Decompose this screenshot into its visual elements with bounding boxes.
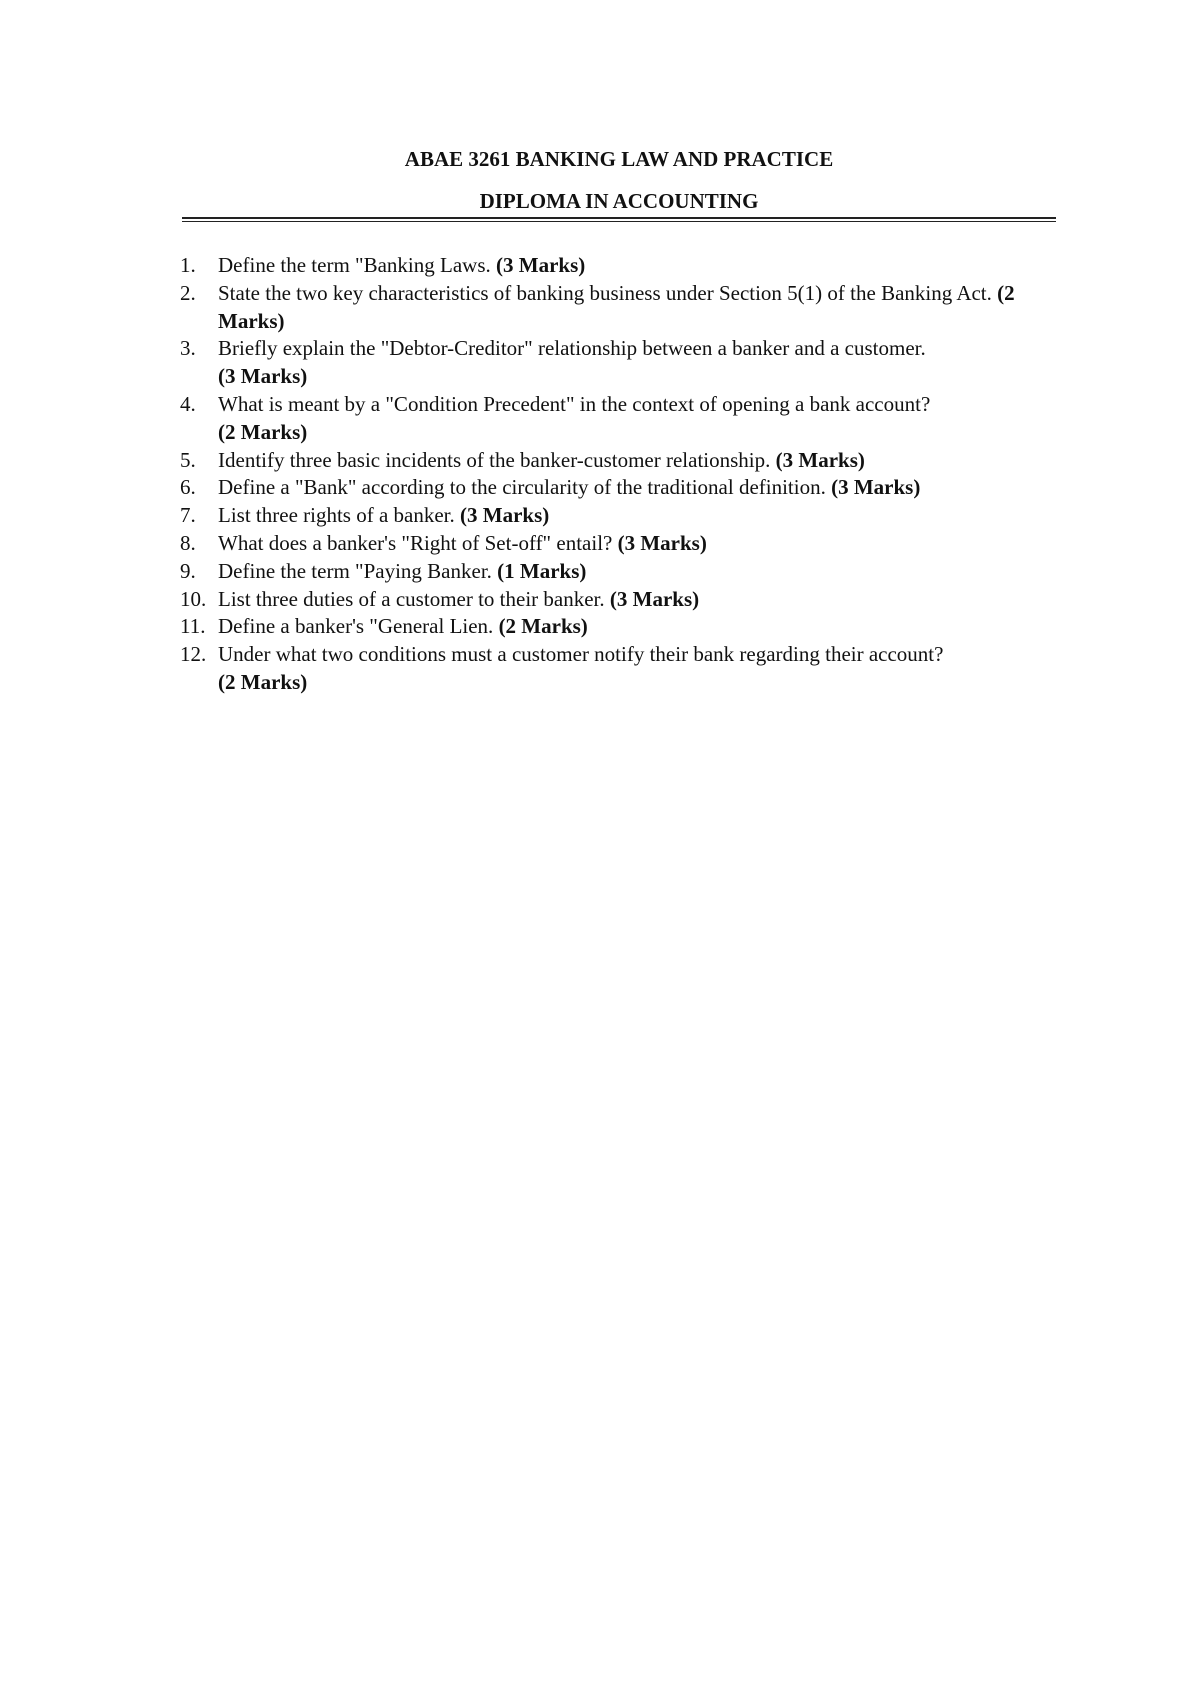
question-text: Briefly explain the "Debtor-Creditor" relationship between a banker and a customer. [218, 336, 926, 361]
question-marks: (2 Marks) [498, 614, 588, 639]
question-text: Under what two conditions must a customer notify their bank regarding their account? [218, 642, 944, 667]
question-text: State the two key characteristics of banking business under Section 5(1) of the Banking Act. [218, 280, 998, 305]
question-number: 1. [180, 253, 196, 277]
question-item [180, 391, 1060, 447]
question-marks: (3 Marks) [496, 253, 586, 277]
question-item [180, 280, 1060, 336]
question-body [218, 474, 1060, 502]
question-number: 11. [180, 614, 206, 639]
question-marks: (3 Marks) [775, 447, 865, 472]
question-list [180, 252, 1060, 697]
question-text: What is meant by a "Condition Precedent" in the context of opening a bank account? [218, 391, 931, 416]
question-marks: (2 Marks) [218, 419, 308, 444]
question-body [218, 586, 1060, 614]
question-body [218, 530, 1060, 558]
question-marks: (3 Marks) [617, 530, 707, 555]
question-text: Define a banker's "General Lien. [218, 614, 499, 639]
question-item [180, 252, 1060, 280]
question-marks: (2 Marks) [218, 669, 308, 694]
question-item [180, 530, 1060, 558]
question-number: 9. [180, 558, 196, 583]
document-subtitle: DIPLOMA IN ACCOUNTING [479, 189, 759, 213]
question-marks: (3 Marks) [609, 586, 700, 611]
question-body [218, 447, 1060, 475]
question-body [218, 502, 1060, 530]
document-title: ABAE 3261 BANKING LAW AND PRACTICE [404, 147, 834, 171]
question-item [180, 613, 1060, 641]
question-item [180, 502, 1060, 530]
question-number: 3. [180, 336, 196, 361]
question-body [218, 613, 1060, 641]
document-header [182, 146, 1056, 214]
question-number: 5. [180, 447, 196, 472]
question-item [180, 335, 1060, 391]
question-body [218, 558, 1060, 586]
question-number: 12. [180, 642, 207, 667]
question-marks: (3 Marks) [831, 475, 921, 500]
question-number: 7. [180, 503, 196, 528]
question-item [180, 558, 1060, 586]
question-text: Define the term "Paying Banker. [218, 558, 498, 583]
question-text: What does a banker's "Right of Set-off" entail? [218, 530, 618, 555]
question-item [180, 474, 1060, 502]
question-marks: (2 Marks) [218, 280, 1015, 333]
question-number: 6. [180, 475, 196, 500]
question-marks: (3 Marks) [460, 503, 550, 528]
question-body [218, 391, 1060, 447]
question-item [180, 586, 1060, 614]
question-body [218, 280, 1060, 336]
question-body [218, 641, 1060, 697]
question-body [218, 335, 1060, 391]
question-number: 10. [180, 586, 207, 611]
question-text: Define the term "Banking Laws. [218, 253, 496, 277]
header-divider [182, 217, 1056, 222]
question-number: 2. [180, 280, 196, 305]
question-marks: (3 Marks) [218, 364, 308, 389]
question-text: List three rights of a banker. [218, 503, 461, 528]
question-body [218, 252, 1060, 280]
question-item [180, 641, 1060, 697]
question-item [180, 447, 1060, 475]
question-marks: (1 Marks) [497, 558, 587, 583]
question-text: Define a "Bank" according to the circularity of the traditional definition. [218, 475, 832, 500]
question-text: Identify three basic incidents of the banker-customer relationship. [218, 447, 776, 472]
question-text: List three duties of a customer to their banker. [218, 586, 610, 611]
question-number: 8. [180, 530, 196, 555]
question-number: 4. [180, 391, 196, 416]
